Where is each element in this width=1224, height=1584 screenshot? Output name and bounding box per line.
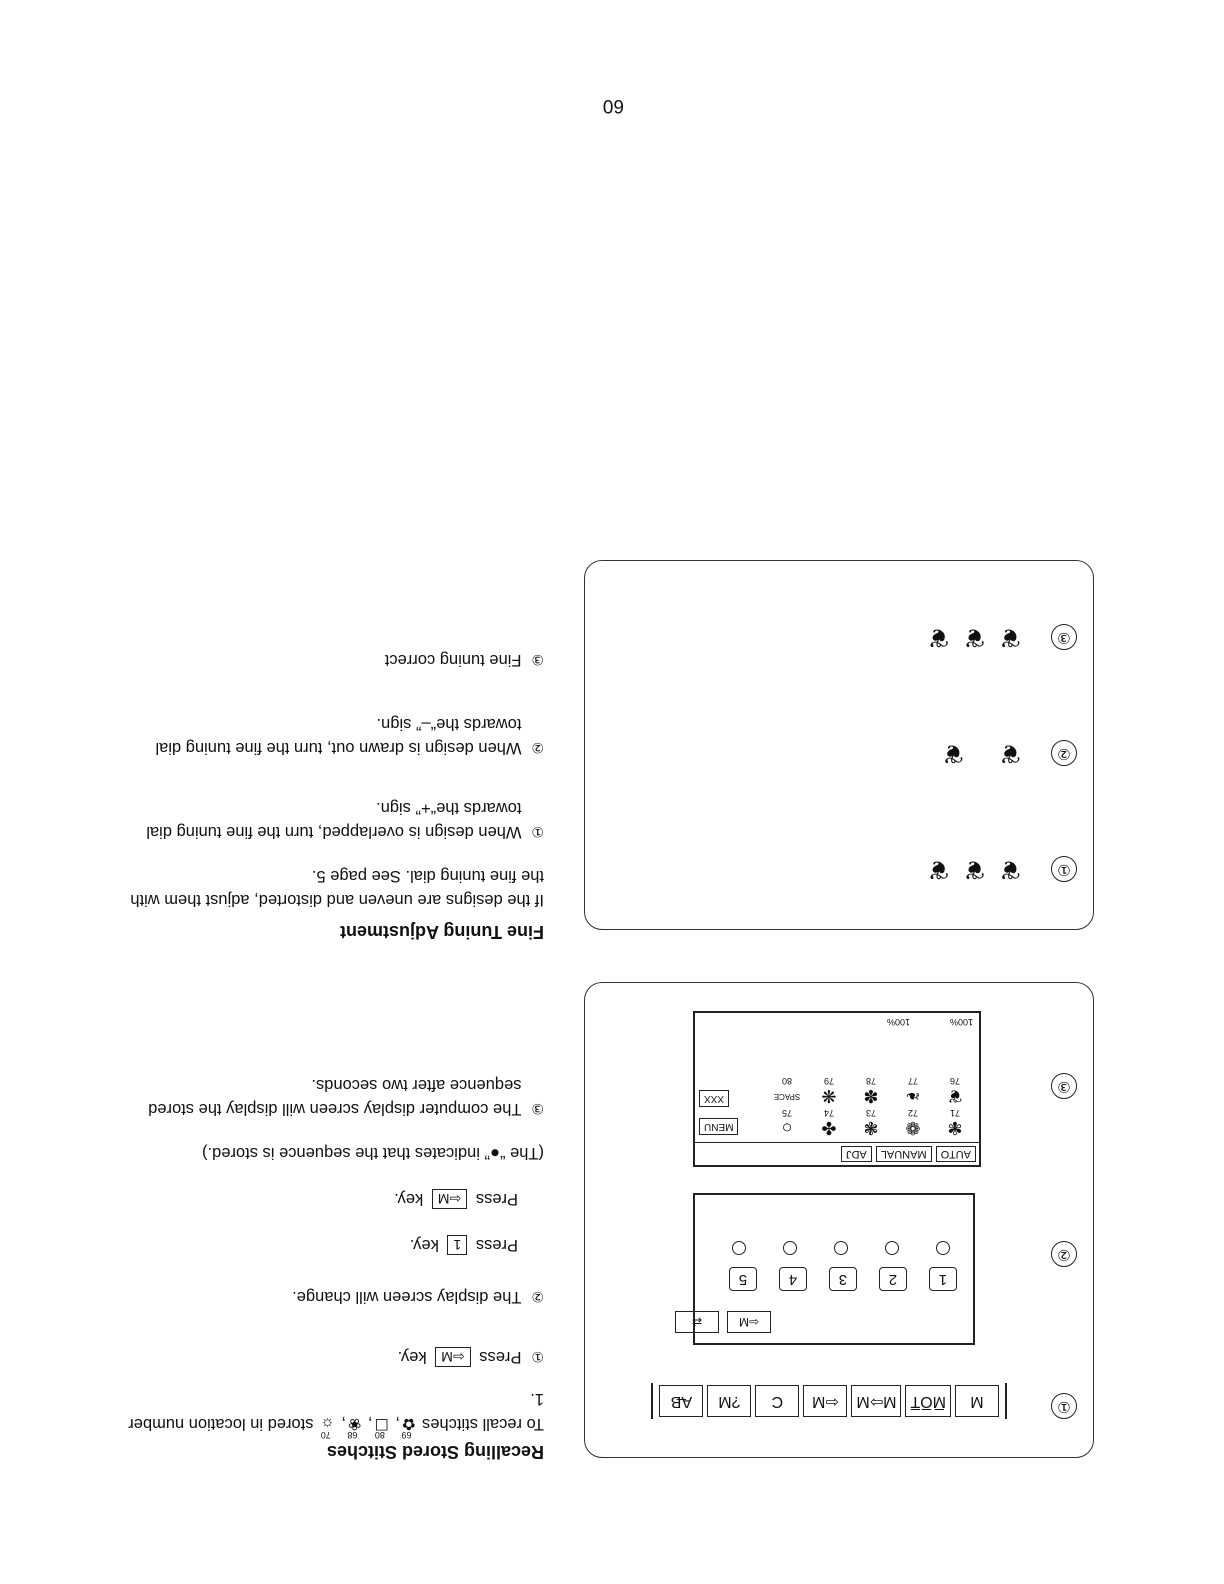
press-m-instruction: Press ⇦M key. bbox=[394, 1190, 518, 1208]
stitch-78[interactable]: ✽ 78 bbox=[863, 1076, 879, 1106]
stitch-71[interactable]: ✾ 71 bbox=[947, 1108, 963, 1138]
memory-indicator-3 bbox=[834, 1241, 848, 1255]
memory-slot-4[interactable]: 4 bbox=[779, 1267, 807, 1291]
fine-tuning-row-2 bbox=[928, 738, 1077, 769]
memory-screen-recall-key[interactable]: ⇦M bbox=[727, 1311, 771, 1333]
memory-slot-5[interactable]: 5 bbox=[729, 1267, 757, 1291]
memory-recall-key[interactable]: ⇦M bbox=[435, 1347, 470, 1367]
stored-note: (The “●” indicates that the sequence is stored.) bbox=[202, 1144, 544, 1162]
memory-slot-2[interactable]: 2 bbox=[879, 1267, 907, 1291]
fine-item-2: ② When design is drawn out, turn the fine tuning dial towards the“–” sign. bbox=[155, 715, 544, 757]
figure1-label-3: ③ bbox=[1051, 1073, 1077, 1099]
memory-indicator-4 bbox=[783, 1241, 797, 1255]
memory-key[interactable]: M bbox=[955, 1385, 999, 1417]
fine-tuning-row-1 bbox=[914, 854, 1077, 885]
lcd-tab-auto[interactable]: AUTO bbox=[936, 1146, 976, 1162]
stitch-76[interactable]: ❦ 76 bbox=[947, 1076, 963, 1106]
clear-key[interactable]: C bbox=[755, 1385, 799, 1417]
stitch-80[interactable]: SPACE 80 bbox=[773, 1076, 801, 1101]
fine-section bbox=[114, 648, 544, 944]
stitch-72[interactable]: ❁ 72 bbox=[905, 1108, 921, 1138]
lcd-topbar bbox=[695, 1142, 979, 1165]
memory-screen-repeat-key[interactable]: ⇄ bbox=[675, 1311, 719, 1333]
overlapped-motif-icon: ❦❦❦ bbox=[913, 855, 1021, 885]
stitch-79[interactable]: ❋ 79 bbox=[821, 1076, 837, 1106]
fine-tuning-row-3 bbox=[914, 622, 1077, 653]
recall-step-3: ③ The computer display screen will display the stored sequence after two seconds. bbox=[148, 1076, 544, 1118]
figure1-label-1: ① bbox=[1051, 1393, 1077, 1419]
lcd-zoom-1: 100% bbox=[949, 1017, 973, 1027]
figure2-label-3: ③ bbox=[1051, 625, 1077, 651]
correct-motif-icon: ❦❦❦ bbox=[913, 623, 1021, 653]
memory-slot-3[interactable]: 3 bbox=[829, 1267, 857, 1291]
memory-recall-button[interactable]: ⇦M bbox=[803, 1385, 847, 1417]
drawn-out-motif-icon: ❦ ❦ bbox=[928, 739, 1021, 769]
recall-heading: Recalling Stored Stitches bbox=[326, 1442, 544, 1462]
memory-store-key[interactable]: M⇨M bbox=[851, 1385, 901, 1417]
memory-number-row bbox=[707, 1267, 957, 1291]
recall-intro-b: stored in location number 1. bbox=[128, 1390, 544, 1433]
recall-step-1: ① Press ⇦M key. bbox=[397, 1348, 544, 1366]
recall-intro: To recall stitches 69 ✿, 80 ☐, 68 ❀, 70 ☼ stored in location number 1. bbox=[128, 1390, 544, 1440]
recall-step-2: ② The display screen will change. bbox=[292, 1288, 544, 1306]
number-1-key[interactable]: 1 bbox=[447, 1235, 467, 1255]
recall-figure-panel bbox=[584, 982, 1094, 1458]
lcd-screen bbox=[693, 1011, 981, 1167]
stitch-73[interactable]: ❃ 73 bbox=[863, 1108, 879, 1138]
space-stitch-icon: 80 ☐ bbox=[374, 1415, 389, 1440]
lcd-xxx-key[interactable]: XXX bbox=[699, 1090, 729, 1107]
fine-item-3: ③ Fine tuning correct bbox=[384, 651, 544, 669]
cherub-stitch-icon: 68 ❀ bbox=[347, 1415, 362, 1440]
memory-indicator-row bbox=[695, 1236, 950, 1255]
figure2-label-2: ② bbox=[1051, 741, 1077, 767]
lcd-tab-manual[interactable]: MANUAL bbox=[876, 1146, 932, 1162]
memory-indicator-2 bbox=[885, 1241, 899, 1255]
lcd-menu-key[interactable]: MENU bbox=[699, 1118, 738, 1135]
butterfly-stitch-icon: 69 ✿ bbox=[401, 1415, 416, 1440]
memory-motif-key[interactable]: M̅O̅T̅ bbox=[905, 1385, 951, 1417]
sun-stitch-icon: 70 ☼ bbox=[320, 1415, 335, 1440]
stitch-75[interactable]: ○ 75 bbox=[781, 1108, 793, 1138]
fine-item-1: ① When design is overlapped, turn the fine tuning dial towards the“+” sign. bbox=[146, 799, 544, 841]
memory-screen-keys bbox=[673, 1311, 773, 1333]
memory-recall-key-2[interactable]: ⇦M bbox=[432, 1189, 467, 1209]
press-1-instruction: Press 1 key. bbox=[409, 1236, 518, 1254]
lettering-key[interactable]: A̶B bbox=[659, 1385, 703, 1417]
recall-section bbox=[114, 1073, 544, 1464]
memory-indicator-1 bbox=[936, 1241, 950, 1255]
lcd-tab-adj[interactable]: ADJ bbox=[841, 1146, 872, 1162]
fine-heading: Fine Tuning Adjustment bbox=[340, 922, 544, 942]
lcd-zoom-row bbox=[887, 1017, 973, 1027]
function-key-bar bbox=[651, 1383, 1007, 1419]
stitch-74[interactable]: ✤ 74 bbox=[821, 1108, 837, 1138]
page-number: 60 bbox=[602, 95, 624, 116]
memory-check-key[interactable]: ?M bbox=[707, 1385, 751, 1417]
memory-indicator-5 bbox=[732, 1241, 746, 1255]
memory-screen bbox=[693, 1193, 975, 1345]
figure1-label-2: ② bbox=[1051, 1241, 1077, 1267]
memory-slot-1[interactable]: 1 bbox=[929, 1267, 957, 1291]
stitch-77[interactable]: ❧ 77 bbox=[905, 1076, 921, 1106]
lcd-zoom-2: 100% bbox=[886, 1017, 910, 1027]
figure2-label-1: ① bbox=[1051, 857, 1077, 883]
fine-intro: If the designs are uneven and distorted, adjust them with the fine tuning dial. See page 5. bbox=[130, 867, 544, 909]
recall-intro-a: To recall stitches bbox=[422, 1415, 544, 1433]
fine-tuning-figure-panel bbox=[584, 560, 1094, 930]
